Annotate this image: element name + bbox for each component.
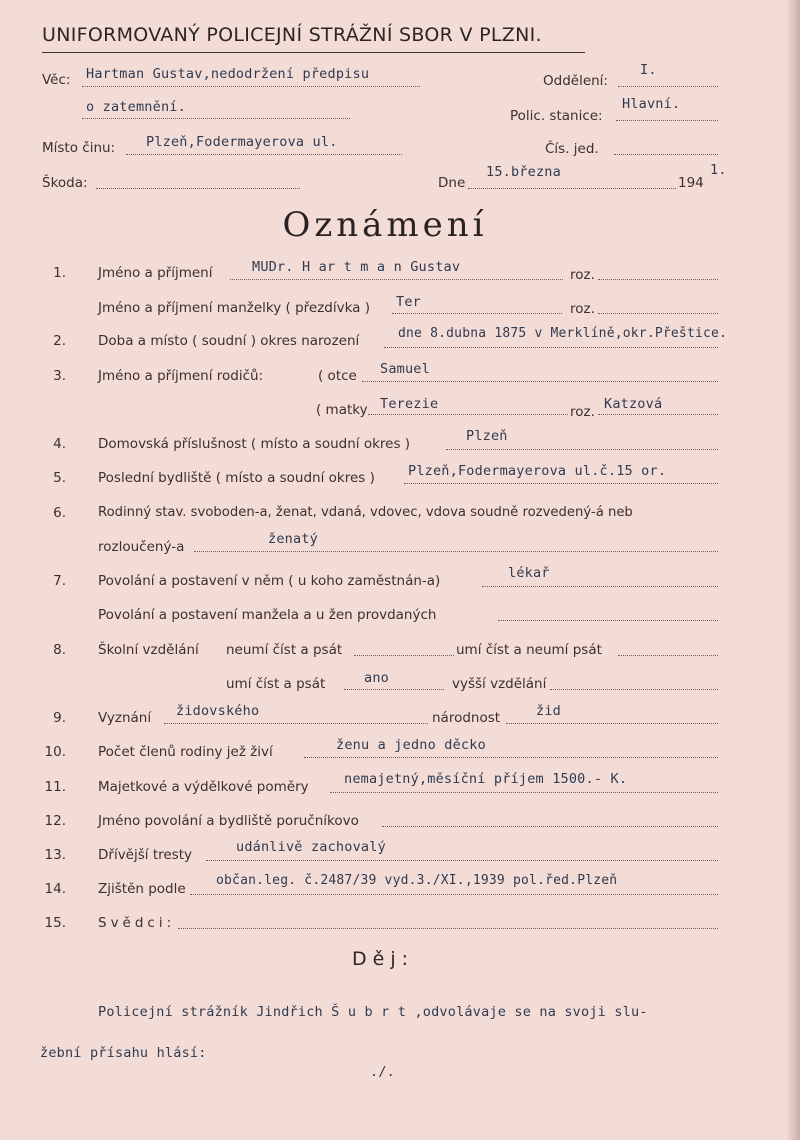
field2-number: 2.: [53, 333, 66, 349]
vec-value-line1: Hartman Gustav,nedodržení předpisu: [86, 66, 370, 82]
field2-value: dne 8.dubna 1875 v Merklíně,okr.Přeštice.: [398, 326, 728, 341]
field3-number: 3.: [53, 368, 66, 384]
field11-value: nemajetný,měsíční příjem 1500.- K.: [344, 771, 628, 787]
field10-line: [304, 757, 718, 758]
field4-value: Plzeň: [466, 428, 508, 444]
vec-line2: [82, 118, 350, 119]
form-title: Oznámení: [282, 205, 488, 245]
field8-umi-psat-line: [344, 689, 444, 690]
field8-vyssi-label: vyšší vzdělání: [452, 676, 547, 692]
dne-value: 15.března: [486, 164, 561, 180]
field4-line: [446, 449, 718, 450]
year-prefix: 194: [678, 175, 704, 191]
stanice-line: [616, 120, 718, 121]
field6-line: [194, 551, 718, 552]
field14-line: [190, 894, 718, 895]
field10-value: ženu a jedno děcko: [336, 737, 486, 753]
field10-number: 10.: [44, 744, 66, 760]
field11-number: 11.: [44, 779, 66, 795]
field1-roz: roz.: [570, 267, 595, 283]
field4-label: Domovská příslušnost ( místo a soudní okres ): [98, 436, 411, 452]
year-suffix: 1.: [710, 162, 727, 178]
field11-line: [330, 792, 718, 793]
field1-value: MUDr. H ar t m a n Gustav: [252, 259, 461, 275]
cisjed-line: [614, 154, 718, 155]
misto-label: Místo činu:: [42, 140, 116, 156]
oddeleni-line: [618, 86, 718, 87]
field14-label: Zjištěn podle: [98, 881, 186, 897]
dej-text-line3: ./.: [370, 1064, 395, 1080]
page-edge-shadow: [786, 0, 800, 1140]
field9-number: 9.: [53, 710, 66, 726]
stanice-value: Hlavní.: [622, 96, 681, 112]
field8-neumi-label: neumí číst a psát: [226, 642, 343, 658]
field6b-label: rozloučený-a: [98, 539, 185, 555]
field1b-roz: roz.: [570, 301, 595, 317]
field13-value: udánlivě zachovalý: [236, 839, 386, 855]
field3-label: Jméno a příjmení rodičů:: [98, 368, 264, 384]
oddeleni-label: Oddělení:: [543, 73, 608, 89]
field15-line: [178, 928, 718, 929]
dej-text-line2: žební přísahu hlásí:: [40, 1045, 207, 1061]
field3-matky-label: ( matky: [316, 402, 368, 418]
field8-umi-psat-label: umí číst a psát: [226, 676, 326, 692]
field8-neumi-line: [354, 655, 454, 656]
field5-label: Poslední bydliště ( místo a soudní okres ): [98, 470, 375, 486]
field4-number: 4.: [53, 436, 66, 452]
dej-text-line1: Policejní strážník Jindřich Š u b r t ,odvolávaje se na svoji slu-: [98, 1004, 648, 1020]
field9-narodnost-label: národnost: [432, 710, 501, 726]
field3-otce-label: ( otce: [318, 368, 357, 384]
dej-heading: Děj:: [352, 948, 414, 970]
field13-line: [206, 860, 718, 861]
dne-line: [468, 188, 676, 189]
field9-narodnost-value: žid: [536, 703, 561, 719]
field15-label: Svědci:: [98, 915, 176, 931]
misto-line: [126, 154, 402, 155]
skoda-label: Škoda:: [42, 175, 88, 191]
field1-roz-line: [598, 279, 718, 280]
vec-label: Věc:: [42, 72, 71, 88]
field1b-roz-line: [598, 313, 718, 314]
field14-number: 14.: [44, 881, 66, 897]
field12-number: 12.: [44, 813, 66, 829]
vec-value-line2: o zatemnění.: [86, 99, 186, 115]
field10-label: Počet členů rodiny jež živí: [98, 744, 273, 760]
skoda-line: [96, 188, 300, 189]
field15-number: 15.: [44, 915, 66, 931]
stanice-label: Polic. stanice:: [510, 108, 603, 124]
field8-vyssi-line: [550, 689, 718, 690]
oddeleni-value: I.: [640, 62, 657, 78]
field2-label: Doba a místo ( soudní ) okres narození: [98, 333, 360, 349]
dne-label: Dne: [438, 175, 466, 191]
field6-number: 6.: [53, 505, 66, 521]
field7b-label: Povolání a postavení manžela a u žen provdaných: [98, 607, 437, 623]
field3-roz-line: [598, 414, 718, 415]
field6-value: ženatý: [268, 531, 318, 547]
field3-roz-value: Katzová: [604, 396, 663, 412]
field7b-line: [498, 620, 718, 621]
field3-otce-value: Samuel: [380, 361, 430, 377]
field5-line: [404, 483, 718, 484]
field6-label: Rodinný stav. svoboden-a, ženat, vdaná, vdovec, vdova soudně rozvedený-á neb: [98, 505, 633, 520]
field9-line: [164, 723, 428, 724]
field1b-label: Jméno a příjmení manželky ( přezdívka ): [98, 300, 371, 316]
field8-umi-psat-value: ano: [364, 670, 389, 686]
field9-label: Vyznání: [98, 710, 152, 726]
field12-line: [382, 826, 718, 827]
field1-number: 1.: [53, 265, 66, 281]
header-rule: [42, 52, 585, 53]
vec-line1: [82, 86, 420, 87]
field13-label: Dřívější tresty: [98, 847, 192, 863]
field5-value: Plzeň,Fodermayerova ul.č.15 or.: [408, 463, 667, 479]
field1b-value: Ter: [396, 294, 421, 310]
field14-value: občan.leg. č.2487/39 vyd.3./XI.,1939 pol.řed.Plzeň: [216, 873, 618, 888]
field1b-line: [392, 313, 562, 314]
field1-line: [230, 279, 563, 280]
cisjed-label: Čís. jed.: [545, 141, 599, 157]
field1-label: Jméno a příjmení: [98, 265, 213, 281]
field8-label: Školní vzdělání: [98, 642, 199, 658]
field7-label: Povolání a postavení v něm ( u koho zaměstnán-a): [98, 573, 441, 589]
field7-number: 7.: [53, 573, 66, 589]
field7-value: lékař: [508, 565, 550, 581]
field12-label: Jméno povolání a bydliště poručníkovo: [98, 813, 359, 829]
field8-umi-cist-line: [618, 655, 718, 656]
field7-line: [482, 586, 718, 587]
field5-number: 5.: [53, 470, 66, 486]
form-header: UNIFORMOVANÝ POLICEJNÍ STRÁŽNÍ SBOR V PLZNI.: [42, 24, 542, 46]
field3-otce-line: [362, 381, 718, 382]
field3-matky-value: Terezie: [380, 396, 439, 412]
field9-value: židovského: [176, 703, 260, 719]
field11-label: Majetkové a výdělkové poměry: [98, 779, 309, 795]
field2-line: [384, 347, 718, 348]
field9-narodnost-line: [506, 723, 718, 724]
field13-number: 13.: [44, 847, 66, 863]
field8-umi-cist-label: umí číst a neumí psát: [456, 642, 602, 658]
field3-roz-label: roz.: [570, 404, 595, 420]
field8-number: 8.: [53, 642, 66, 658]
field3-matky-line: [368, 414, 568, 415]
misto-value: Plzeň,Fodermayerova ul.: [146, 134, 338, 150]
